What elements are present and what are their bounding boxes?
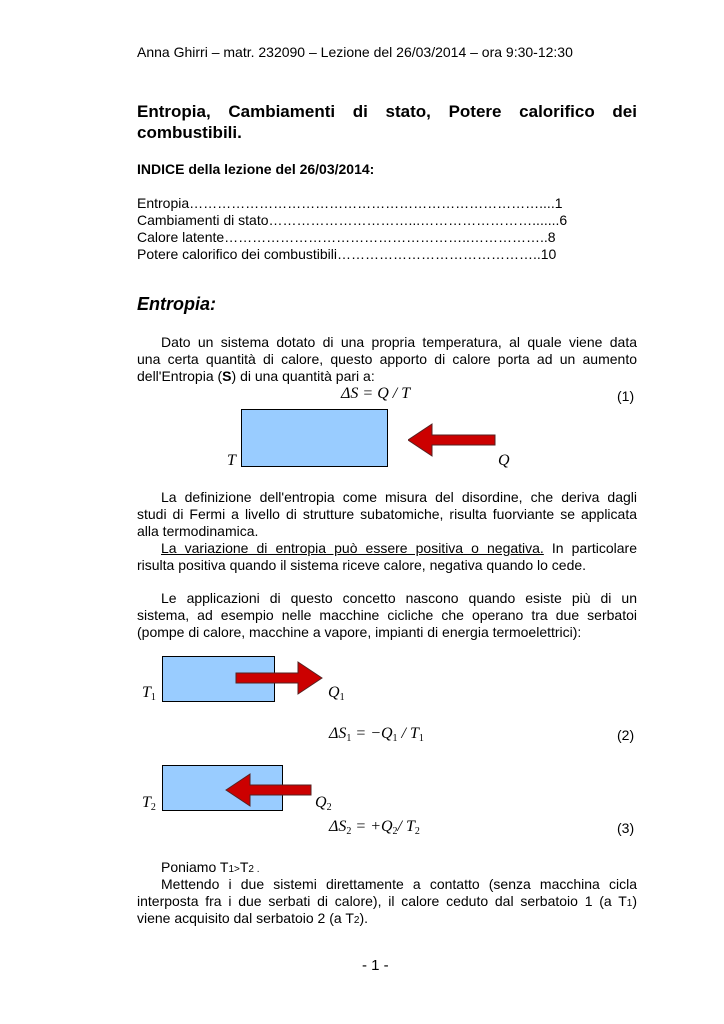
equation-2-number: (2) (617, 727, 635, 743)
heat-arrow-in (408, 423, 498, 457)
fig1-label-Q: Q (498, 452, 510, 469)
p4-line2: Mettendo i due sistemi direttamente a contatto (senza macchina cicla (161, 876, 637, 892)
index-item-entropia[interactable]: Entropia…………………………………………………………………....1 (137, 195, 563, 211)
equation-1-number: (1) (617, 388, 635, 404)
system-box (241, 409, 388, 467)
index-item-calore-latente[interactable]: Calore latente……………………………………………..……………..8 (137, 229, 556, 245)
p3-line3: (pompe di calore, macchine a vapore, impianti di energia termoelettrici): (137, 624, 582, 640)
p1-line2: una certa quantità di calore, questo apporto di calore porta ad un aumento (137, 351, 637, 367)
p2-line4-rest: In particolare (543, 540, 637, 556)
fig1-label-T: T (227, 452, 236, 469)
equation-1-text: ΔS = Q / T (341, 385, 411, 402)
equation-3-number: (3) (617, 820, 635, 836)
p1-line3-bold: S (222, 368, 232, 384)
title-word: dei (612, 102, 637, 121)
p4-line4: viene acquisito dal serbatoio 2 (a T2). (137, 910, 368, 926)
title-line-1 (137, 101, 637, 122)
p4-line1: Poniamo T1>T2 . (161, 859, 260, 875)
fig2-label-T1: $T_1$ (142, 684, 156, 703)
fig3-label-T2: $T_2$ (142, 794, 156, 813)
title-word: stato, (385, 102, 431, 121)
title-word: Entropia, (137, 102, 211, 121)
equation-3: $\Delta S_2 = +Q_2/$ $T_2$ (329, 818, 420, 837)
document-title (137, 101, 637, 143)
index-heading: INDICE della lezione del 26/03/2014: (137, 161, 375, 177)
p4-line3: interposta fra i due serbati di calore), il calore ceduto dal serbatoio 1 (a T1) (137, 893, 637, 909)
p1-line3-pre: dell'Entropia ( (137, 368, 223, 384)
fig2-label-Q1: $Q_1$ (328, 684, 345, 703)
p3-line1: Le applicazioni di questo concetto nascono quando esiste più di un (161, 590, 637, 606)
p2-line3: alla termodinamica. (137, 523, 259, 539)
title-word: di (352, 102, 368, 121)
page-number: - 1 - (362, 957, 389, 974)
equation-2: $\Delta S_1 = -Q_1 / T_1$ (329, 725, 424, 744)
p1-line3-post: ) di una quantità pari a: (231, 368, 375, 384)
title-word: calorifico (519, 102, 595, 121)
p1-line3 (137, 368, 375, 385)
p2-line2: studi di Fermi a livello di strutture subatomiche, risulta fuorviante se applicata (137, 506, 637, 522)
p2-line5: risulta positiva quando il sistema riceve calore, negativa quando lo cede. (137, 557, 587, 573)
p3-line2: sistema, ad esempio nelle macchine cicliche che operano tra due serbatoi (137, 607, 637, 623)
heat-arrow-out (234, 661, 324, 695)
p2-underlined: La variazione di entropia può essere positiva o negativa. (161, 540, 544, 556)
equation-1 (341, 385, 410, 403)
title-line-2: combustibili. (137, 123, 242, 142)
index-item-potere-calorifico[interactable]: Potere calorifico dei combustibili……………………………………..10 (137, 246, 557, 262)
fig3-label-Q2: $Q_2$ (315, 794, 332, 813)
page-header: Anna Ghirri – matr. 232090 – Lezione del 26/03/2014 – ora 9:30-12:30 (137, 44, 573, 60)
p1-line1: Dato un sistema dotato di una propria temperatura, al quale viene data (161, 334, 637, 350)
title-word: Cambiamenti (228, 102, 336, 121)
p2-line4 (161, 540, 637, 557)
title-word: Potere (448, 102, 502, 121)
heat-arrow-in-2 (225, 773, 315, 807)
section-title: Entropia: (137, 294, 216, 314)
p2-line1: La definizione dell'entropia come misura del disordine, che deriva dagli (161, 489, 637, 505)
index-item-cambiamenti[interactable]: Cambiamenti di stato…………………………...…………………….......6 (137, 212, 568, 228)
